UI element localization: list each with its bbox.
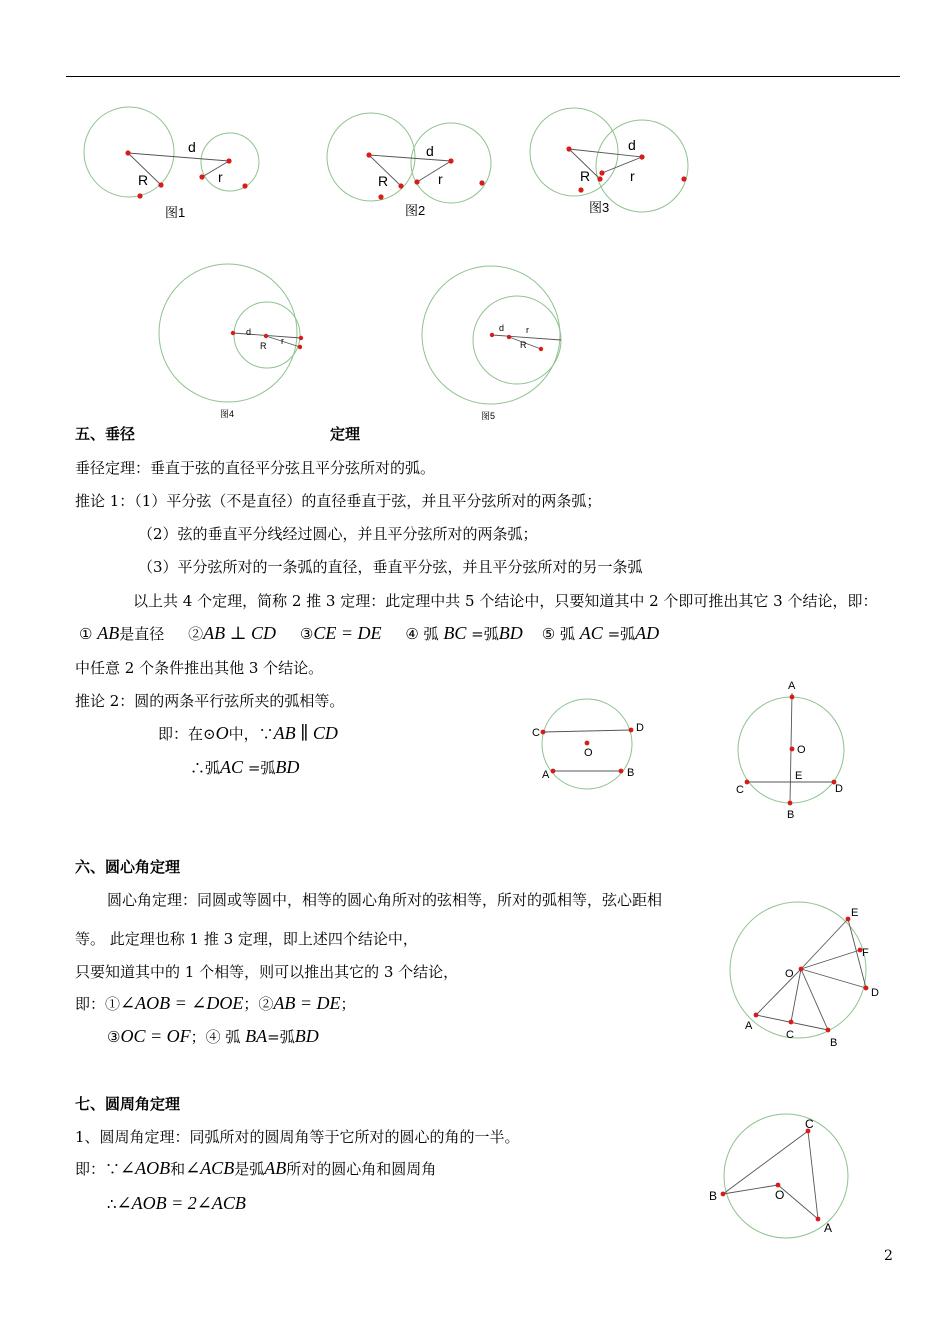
section6-line3: 只要知道其中的 1 个相等，则可以推出其它的 3 个结论，	[75, 963, 459, 981]
figure-inscribed-angle	[700, 1113, 850, 1243]
svg-text:O: O	[797, 744, 806, 756]
fig4-R: R	[260, 341, 267, 351]
section7-line2: 即：∵∠AOB和∠ACB是弧AB所对的圆心角和圆周角	[75, 1158, 437, 1178]
svg-text:O: O	[775, 1188, 785, 1202]
svg-text:E: E	[795, 770, 803, 782]
svg-text:B: B	[787, 809, 795, 821]
c2-num: ②	[188, 625, 204, 643]
page-number: 2	[884, 1248, 893, 1264]
section5-corollary2: 推论 2：圆的两条平行弦所夹的弧相等。	[75, 692, 345, 710]
c5-num: ⑤ 弧	[541, 625, 576, 643]
figure-2	[320, 100, 520, 230]
header-rule	[66, 76, 900, 77]
fig3-d: d	[628, 137, 636, 153]
fig2-r: r	[438, 171, 443, 187]
figure-central-angle	[727, 898, 887, 1053]
fig4-caption: 图4	[220, 409, 235, 419]
c3-math: CE = DE	[313, 623, 382, 643]
section5-any2: 中任意 2 个条件推出其他 3 个结论。	[75, 659, 324, 677]
fig3-R: R	[580, 168, 591, 184]
section5-corollary1-3: （3）平分弦所对的一条弧的直径，垂直平分弦，并且平分弦所对的另一条弧	[138, 558, 643, 576]
fig3-caption: 图3	[589, 200, 610, 215]
section5-corollary2-result: ∴弧AC =弧BD	[190, 757, 300, 777]
c4-num: ④ 弧	[405, 625, 439, 643]
fig5-R: R	[520, 340, 527, 350]
svg-text:A: A	[745, 1020, 753, 1032]
section6-formula1: 即：①∠AOB = ∠DOE；②AB = DE；	[75, 993, 356, 1013]
svg-text:C: C	[805, 1117, 814, 1131]
c4-math2: BD	[498, 623, 523, 643]
section6-heading: 六、圆心角定理	[75, 858, 181, 876]
c5-text: =弧	[607, 625, 636, 643]
fig2-d: d	[426, 143, 434, 159]
c5-math2: AD	[635, 623, 660, 643]
figure-perpendicular-diameter	[728, 678, 858, 823]
section5-corollary2-given: 即：在⊙O中，∵AB ∥ CD	[158, 723, 338, 743]
svg-text:O: O	[584, 747, 593, 759]
svg-text:D: D	[636, 722, 644, 734]
figure-4	[160, 258, 310, 428]
fig2-caption: 图2	[405, 203, 426, 218]
figure-parallel-chords	[525, 695, 655, 795]
section5-summary: 以上共 4 个定理，简称 2 推 3 定理：此定理中共 5 个结论中，只要知道其中 2 个即可推出其它 3 个结论，即：	[133, 592, 878, 610]
svg-text:F: F	[862, 947, 869, 959]
section5-heading-a: 五、垂径	[75, 425, 136, 443]
svg-text:O: O	[785, 968, 794, 980]
c1-math: AB	[97, 623, 120, 643]
section6-line2: 等。 此定理也称 1 推 3 定理，即上述四个结论中，	[75, 930, 418, 948]
fig4-d: d	[246, 327, 252, 337]
svg-text:E: E	[851, 907, 859, 919]
figure-5	[420, 260, 570, 430]
c1-text: 是直径	[119, 625, 165, 643]
fig2-R: R	[378, 173, 389, 189]
fig5-caption: 图5	[481, 411, 496, 421]
c1-num: ①	[79, 625, 93, 643]
section5-conclusions	[79, 623, 659, 644]
section6-formula2: ③OC = OF；④ 弧 BA=弧BD	[107, 1026, 319, 1046]
section5-corollary1-1: 推论 1：（1）平分弦（不是直径）的直径垂直于弦，并且平分弦所对的两条弧；	[75, 492, 602, 510]
c5-math1: AC	[579, 623, 603, 643]
svg-text:A: A	[542, 769, 550, 781]
svg-text:A: A	[788, 680, 796, 692]
section6-line1: 圆心角定理：同圆或等圆中，相等的圆心角所对的弦相等，所对的弧相等，弦心距相	[107, 891, 663, 909]
c4-text: =弧	[471, 625, 499, 643]
section5-corollary1-2: （2）弦的垂直平分线经过圆心，并且平分弦所对的两条弧；	[138, 525, 538, 543]
fig1-d: d	[188, 139, 196, 155]
fig5-d: d	[499, 323, 505, 333]
c3-num: ③	[299, 625, 314, 643]
fig1-caption: 图1	[165, 205, 186, 220]
section7-line1: 1、圆周角定理：同弧所对的圆周角等于它所对的圆心的角的一半。	[75, 1128, 520, 1146]
section5-theorem: 垂径定理：垂直于弦的直径平分弦且平分弦所对的弧。	[75, 459, 436, 477]
svg-text:D: D	[871, 987, 879, 999]
section5-heading-b: 定理	[330, 425, 361, 443]
fig1-r: r	[218, 169, 223, 185]
section7-heading: 七、圆周角定理	[75, 1095, 181, 1113]
figure-1	[75, 100, 275, 230]
svg-text:C: C	[532, 727, 540, 739]
fig3-r: r	[630, 168, 635, 184]
fig5-r: r	[526, 325, 529, 335]
svg-text:B: B	[627, 767, 635, 779]
svg-text:A: A	[824, 1221, 833, 1235]
svg-text:B: B	[830, 1037, 838, 1049]
fig4-r: r	[281, 336, 284, 346]
svg-text:B: B	[709, 1189, 718, 1203]
c4-math1: BC	[443, 623, 467, 643]
section7-line3: ∴∠AOB = 2∠ACB	[107, 1193, 246, 1213]
svg-text:D: D	[835, 783, 843, 795]
svg-text:C: C	[786, 1029, 794, 1041]
svg-text:C: C	[736, 784, 744, 796]
fig1-R: R	[138, 172, 149, 188]
c2-math: AB ⊥ CD	[203, 623, 277, 643]
figure-3	[522, 100, 722, 230]
